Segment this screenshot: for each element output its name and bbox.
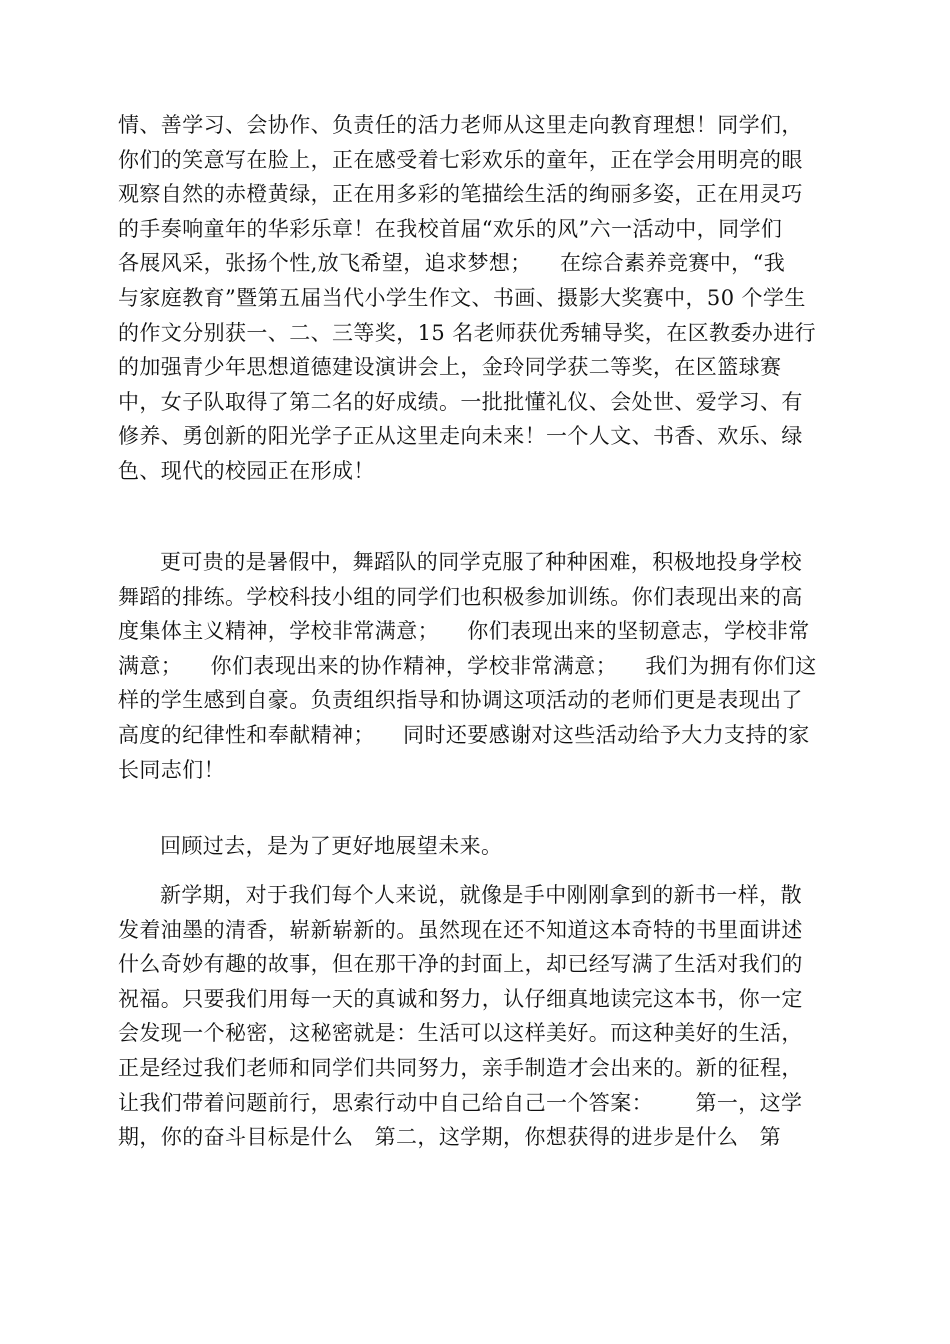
text-line: 的手奏响童年的华彩乐章！在我校首届“欢乐的风”六一活动中，同学们 bbox=[118, 216, 783, 241]
text-line: 长同志们！ bbox=[118, 757, 225, 782]
text-line: 发着油墨的清香，崭新崭新的。虽然现在还不知道这本奇特的书里面讲述 bbox=[118, 917, 803, 942]
paragraph-achievements bbox=[118, 108, 838, 489]
text-line: 高度的纪律性和奉献精神； 同时还要感谢对这些活动给予大力支持的家 bbox=[118, 722, 810, 747]
text-line: 让我们带着问题前行，思索行动中自己给自己一个答案： 第一，这学 bbox=[118, 1090, 803, 1115]
text-line: 回顾过去，是为了更好地展望未来。 bbox=[160, 834, 503, 858]
text-line: 更可贵的是暑假中，舞蹈队的同学克服了种种困难，积极地投身学校 bbox=[160, 550, 802, 574]
text-line: 正是经过我们老师和同学们共同努力，亲手制造才会出来的。新的征程， bbox=[118, 1055, 803, 1080]
text-line: 各展风采，张扬个性,放飞希望，追求梦想； 在综合素养竞赛中，“我 bbox=[118, 251, 786, 276]
text-line: 修养、勇创新的阳光学子正从这里走向未来！一个人文、书香、欢乐、绿 bbox=[118, 424, 803, 449]
text-line: 什么奇妙有趣的故事，但在那干净的封面上，却已经写满了生活对我们的 bbox=[118, 952, 803, 977]
text-line: 情、善学习、会协作、负责任的活力老师从这里走向教育理想！同学们， bbox=[118, 113, 803, 137]
text-line: 的作文分别获一、二、三等奖，15 名老师获优秀辅导奖，在区教委办进行 bbox=[118, 320, 816, 345]
text-line: 会发现一个秘密，这秘密就是：生活可以这样美好。而这种美好的生活， bbox=[118, 1021, 803, 1046]
text-line: 中，女子队取得了第二名的好成绩。一批批懂礼仪、会处世、爱学习、有 bbox=[118, 389, 803, 414]
paragraph-new-semester bbox=[118, 878, 838, 1155]
text-line: 满意； 你们表现出来的协作精神，学校非常满意； 我们为拥有你们这 bbox=[118, 653, 817, 678]
paragraph-review-past bbox=[118, 829, 838, 864]
text-line: 样的学生感到自豪。负责组织指导和协调这项活动的老师们更是表现出了 bbox=[118, 688, 803, 713]
text-line: 的加强青少年思想道德建设演讲会上，金玲同学获二等奖，在区篮球赛 bbox=[118, 355, 782, 380]
text-line: 与家庭教育”暨第五届当代小学生作文、书画、摄影大奖赛中，50 个学生 bbox=[118, 285, 806, 310]
paragraph-summer-dance bbox=[118, 545, 838, 787]
text-line: 期，你的奋斗目标是什么 第二，这学期，你想获得的进步是什么 第 bbox=[118, 1125, 782, 1150]
text-line: 舞蹈的排练。学校科技小组的同学们也积极参加训练。你们表现出来的高 bbox=[118, 584, 803, 609]
text-line: 度集体主义精神，学校非常满意； 你们表现出来的坚韧意志，学校非常 bbox=[118, 619, 810, 644]
text-line: 祝福。只要我们用每一天的真诚和努力，认仔细真地读完这本书，你一定 bbox=[118, 986, 803, 1011]
text-line: 色、现代的校园正在形成！ bbox=[118, 458, 375, 483]
text-line: 新学期，对于我们每个人来说，就像是手中刚刚拿到的新书一样，散 bbox=[160, 883, 802, 907]
text-line: 你们的笑意写在脸上，正在感受着七彩欢乐的童年，正在学会用明亮的眼 bbox=[118, 147, 803, 172]
text-line: 观察自然的赤橙黄绿，正在用多彩的笔描绘生活的绚丽多姿，正在用灵巧 bbox=[118, 182, 803, 207]
